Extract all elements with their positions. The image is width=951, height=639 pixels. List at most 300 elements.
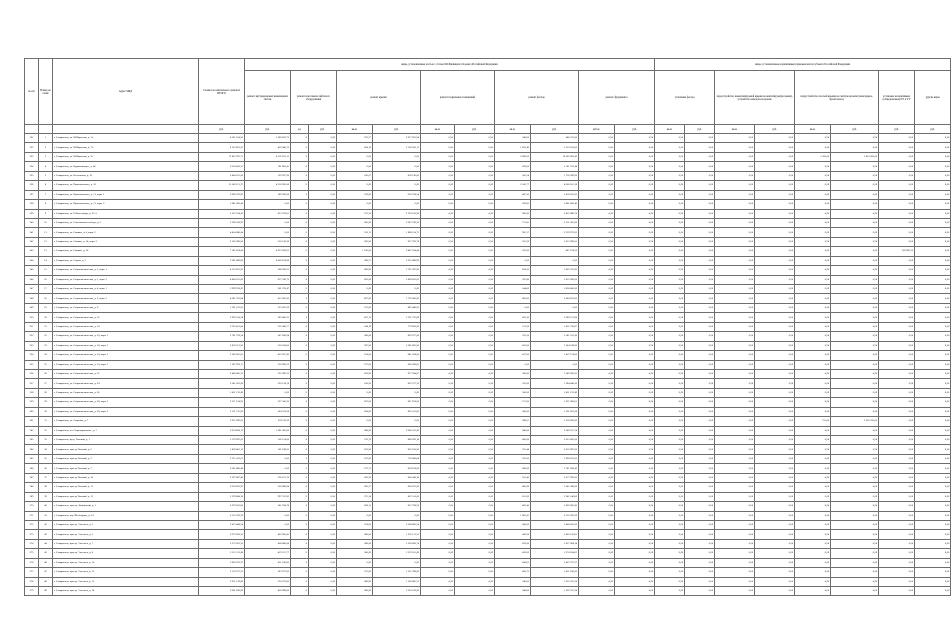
row-value: 0,00	[309, 379, 337, 388]
row-index: 350	[25, 313, 39, 322]
row-value: 385 660,23	[245, 313, 291, 322]
row-value: 0,00	[421, 313, 455, 322]
row-value: 0,00	[831, 587, 879, 596]
row-value: 1 741 570,44	[531, 162, 579, 171]
row-value: 0,00	[685, 218, 715, 227]
row-value: 0,00	[795, 209, 831, 218]
row-value: 374,00	[337, 520, 373, 529]
col-header-total: Стоимость капитального ремонта ИТОГО	[199, 59, 245, 125]
table-row	[25, 285, 951, 294]
row-value: 0,00	[685, 379, 715, 388]
table-row	[25, 492, 951, 501]
row-value: 0,00	[831, 162, 879, 171]
row-value: 0,00	[879, 209, 915, 218]
row-value: 0,00	[615, 275, 655, 284]
row-value: 0,00	[831, 256, 879, 265]
row-value: 0,00	[715, 360, 755, 369]
row-value: 0,00	[755, 445, 795, 454]
row-index: 332	[25, 143, 39, 152]
row-value: 0,00	[579, 549, 615, 558]
row-value: 0,00	[831, 200, 879, 209]
row-value: 0	[291, 502, 309, 511]
row-value: 0,00	[715, 143, 755, 152]
row-value: 0,00	[685, 539, 715, 548]
row-address: г. Ставрополь, проезд Томский, д. 15	[53, 492, 199, 501]
row-value: 0,00	[755, 218, 795, 227]
row-value: 0,00	[579, 426, 615, 435]
row-value: 0,00	[655, 549, 685, 558]
row-value: 0,00	[579, 454, 615, 463]
row-value: 0,00	[421, 417, 455, 426]
row-value: 0,00	[915, 473, 951, 482]
row-value: 2 917 901,94	[373, 134, 421, 143]
row-value: 487,30	[495, 190, 531, 199]
row-seq: 18	[39, 294, 53, 303]
row-value: 282,00	[337, 237, 373, 246]
row-value: 0,00	[715, 417, 755, 426]
row-value: 446 313,00	[531, 134, 579, 143]
row-seq: 25	[39, 360, 53, 369]
row-value: 0,00	[615, 351, 655, 360]
row-address: г. Ставрополь, ул. Пржевальского, д. 10	[53, 181, 199, 190]
row-value: 802,00	[495, 294, 531, 303]
col-header-seq: Номер на схеме	[39, 59, 53, 125]
row-seq: 34	[39, 445, 53, 454]
row-value: 859 674,06	[373, 464, 421, 473]
row-value: 0,00	[715, 256, 755, 265]
row-value: 0,00	[831, 266, 879, 275]
row-value: 1 681 083,40	[531, 200, 579, 209]
row-value: 0,00	[915, 341, 951, 350]
row-value: 17 867 870,73	[199, 152, 245, 161]
row-value: 4 281 353,84	[199, 294, 245, 303]
row-address: г. Ставрополь, ул. Социалистическая, д. 1, корп. 1	[53, 266, 199, 275]
row-value: 0,00	[879, 426, 915, 435]
row-value: 0,00	[655, 332, 685, 341]
row-value: 1 374 204,63	[531, 549, 579, 558]
row-value: 0,00	[421, 171, 455, 180]
row-value: 0,00	[615, 209, 655, 218]
row-value: 0,00	[421, 152, 455, 161]
row-value: 0,00	[579, 369, 615, 378]
row-value: 0,00	[685, 587, 715, 596]
row-value: 3 174 727,50	[199, 568, 245, 577]
row-address: г. Ставрополь, ул. Социалистическая, д. 1, корп. 2	[53, 275, 199, 284]
row-value: 2 245,77	[495, 181, 531, 190]
row-value: 0,00	[309, 285, 337, 294]
row-value: 0,00	[455, 445, 495, 454]
row-value: 0,00	[455, 436, 495, 445]
row-value: 0,00	[795, 502, 831, 511]
row-index: 362	[25, 426, 39, 435]
row-value: 0,00	[455, 190, 495, 199]
row-value: 0,00	[579, 322, 615, 331]
row-value: 2 961 626,09	[199, 587, 245, 596]
row-value: 0,00	[715, 502, 755, 511]
row-value: 0,00	[915, 256, 951, 265]
row-value: 0,00	[309, 492, 337, 501]
row-value: 0,00	[531, 303, 579, 312]
row-value: 0,00	[421, 332, 455, 341]
row-value: 0,00	[831, 549, 879, 558]
row-value: 3 198 536,93	[199, 218, 245, 227]
row-index: 343	[25, 247, 39, 256]
row-value: 0,00	[245, 388, 291, 397]
row-value: 0,00	[795, 398, 831, 407]
table-row	[25, 247, 951, 256]
row-value: 0,00	[579, 190, 615, 199]
row-value: 0,00	[337, 417, 373, 426]
row-value: 0,00	[685, 577, 715, 586]
row-value: 918 794,54	[373, 190, 421, 199]
row-value: 0,00	[685, 492, 715, 501]
row-value: 129 937,30	[245, 171, 291, 180]
row-value: 0,00	[915, 388, 951, 397]
row-value: 0	[291, 143, 309, 152]
row-index: 357	[25, 379, 39, 388]
row-seq: 9	[39, 209, 53, 218]
row-value: 0,00	[685, 558, 715, 567]
row-address: г. Ставрополь, проезд. Фабричный, д. 1	[53, 502, 199, 511]
row-index: 361	[25, 417, 39, 426]
row-value: 1 101 625,08	[531, 407, 579, 416]
row-value: 0,00	[579, 247, 615, 256]
row-value: 2 763 451,64	[199, 322, 245, 331]
row-value: 0,00	[879, 407, 915, 416]
row-value: 0,00	[915, 285, 951, 294]
col-header-foundation: ремонт фундамента	[579, 71, 655, 125]
row-value: 0,00	[715, 171, 755, 180]
row-value: 0,00	[831, 568, 879, 577]
row-index: 376	[25, 558, 39, 567]
row-value: 0,00	[795, 351, 831, 360]
row-index: 347	[25, 285, 39, 294]
row-value: 0,00	[421, 511, 455, 520]
row-value: 0,00	[421, 369, 455, 378]
row-value: 0,00	[309, 322, 337, 331]
row-seq: 12	[39, 237, 53, 246]
row-value: 0,00	[879, 483, 915, 492]
row-value: 0,00	[795, 549, 831, 558]
row-value: 0,00	[455, 483, 495, 492]
row-value: 0,00	[795, 228, 831, 237]
row-value: 0,00	[655, 351, 685, 360]
row-value: 0,00	[685, 171, 715, 180]
table-row	[25, 181, 951, 190]
row-value: 0,00	[755, 511, 795, 520]
row-value: 535,44	[495, 445, 531, 454]
row-value: 0,00	[915, 275, 951, 284]
table-row	[25, 209, 951, 218]
row-value: 0,00	[421, 322, 455, 331]
row-value: 0,00	[685, 454, 715, 463]
row-value: 0,00	[831, 464, 879, 473]
row-value: 0,00	[831, 398, 879, 407]
row-seq: 35	[39, 454, 53, 463]
row-value: 0,00	[795, 473, 831, 482]
row-value: 0,00	[755, 483, 795, 492]
row-address: г. Ставрополь, пл. Старомарьевское, д. 7	[53, 426, 199, 435]
row-seq: 23	[39, 341, 53, 350]
row-index: 378	[25, 577, 39, 586]
row-value: 0,00	[455, 360, 495, 369]
row-value: 0,00	[879, 454, 915, 463]
row-value: 2 476 251,00	[199, 341, 245, 350]
row-value: 0,00	[795, 171, 831, 180]
row-value: 456,00	[495, 520, 531, 529]
row-value: 0	[291, 303, 309, 312]
row-address: г. Ставрополь, проезд. Энгельса, д. 5	[53, 530, 199, 539]
row-value: 877 304,87	[373, 369, 421, 378]
row-value: 1 231 722,09	[373, 313, 421, 322]
row-seq: 26	[39, 369, 53, 378]
table-row	[25, 436, 951, 445]
row-value: 0,00	[879, 568, 915, 577]
row-value: 0	[291, 285, 309, 294]
row-value: 0	[291, 322, 309, 331]
row-value: 0,00	[915, 294, 951, 303]
row-value: 0,00	[795, 237, 831, 246]
row-value: 0,00	[309, 436, 337, 445]
units-row	[25, 125, 951, 134]
row-value: 0,00	[655, 190, 685, 199]
row-value: 0,00	[715, 379, 755, 388]
row-value: 0,00	[795, 200, 831, 209]
row-value: 0,00	[579, 587, 615, 596]
row-value: 0,00	[655, 436, 685, 445]
row-value: 0,00	[655, 237, 685, 246]
row-value: 0	[291, 266, 309, 275]
row-index: 360	[25, 407, 39, 416]
row-value: 2 055 987,00	[531, 445, 579, 454]
row-value: 284,15	[337, 502, 373, 511]
row-value: 2 847 104,84	[373, 247, 421, 256]
row-value: 1 409 461,12	[199, 445, 245, 454]
row-value: 0,00	[309, 577, 337, 586]
row-seq: 2	[39, 143, 53, 152]
row-value: 1 464 505,00	[531, 520, 579, 529]
row-value: 0	[291, 568, 309, 577]
row-value: 0,00	[795, 303, 831, 312]
row-value: 867 141,06	[373, 492, 421, 501]
row-value: 0,00	[421, 492, 455, 501]
row-seq: 44	[39, 539, 53, 548]
row-value: 0,00	[309, 143, 337, 152]
row-value: 315 635,59	[245, 303, 291, 312]
row-value: 0,00	[831, 134, 879, 143]
row-value: 0,00	[715, 237, 755, 246]
row-value: 0,00	[795, 454, 831, 463]
row-seq: 17	[39, 285, 53, 294]
row-value: 0,00	[309, 473, 337, 482]
row-value: 0,00	[615, 388, 655, 397]
row-index: 368	[25, 483, 39, 492]
row-value: 0,00	[421, 454, 455, 463]
row-value: 0	[291, 228, 309, 237]
row-value: 3 297 867,40	[199, 473, 245, 482]
row-value: 2 361 785,00	[831, 417, 879, 426]
row-value: 0,00	[879, 388, 915, 397]
row-value: 0,00	[915, 445, 951, 454]
row-value: 0,00	[309, 388, 337, 397]
col-header-metering: установка коллективных (общедомовых) ПУ и УУ	[879, 71, 915, 125]
row-value: 0,00	[915, 152, 951, 161]
row-value: 0,00	[655, 388, 685, 397]
unit-cell: кв.м.	[495, 125, 531, 134]
row-value: 0,00	[373, 388, 421, 397]
row-seq: 36	[39, 464, 53, 473]
row-address: г. Ставрополь, ул. М.Морозова, д. 1А	[53, 134, 199, 143]
row-value: 0,00	[755, 379, 795, 388]
row-value: 0,00	[455, 520, 495, 529]
row-value: 0,00	[309, 256, 337, 265]
row-value: 0,00	[795, 322, 831, 331]
row-value: 0,00	[755, 247, 795, 256]
row-value: 352 046,77	[245, 322, 291, 331]
row-value: 1 791 387,00	[373, 266, 421, 275]
row-value: 832 577,33	[373, 379, 421, 388]
row-value: 11 549 121,27	[199, 181, 245, 190]
row-value: 0,00	[373, 285, 421, 294]
unit-cell: руб.	[531, 125, 579, 134]
row-value: 511,39	[495, 322, 531, 331]
row-value: 0,00	[579, 445, 615, 454]
row-value: 0	[291, 398, 309, 407]
row-value: 0,00	[755, 209, 795, 218]
row-index: 372	[25, 520, 39, 529]
row-value: 1 631 756,87	[531, 322, 579, 331]
row-value: 0,00	[715, 275, 755, 284]
row-seq: 22	[39, 332, 53, 341]
row-value: 821 874,00	[373, 398, 421, 407]
row-index: 366	[25, 464, 39, 473]
row-value: 0	[291, 294, 309, 303]
row-value: 0,00	[685, 426, 715, 435]
row-value: 0,00	[685, 351, 715, 360]
row-value: 368 938,33	[245, 266, 291, 275]
row-value: 0,00	[879, 332, 915, 341]
row-value: 0,00	[831, 351, 879, 360]
row-value: 1 603 710,90	[531, 266, 579, 275]
table-row	[25, 332, 951, 341]
row-value: 0,00	[795, 464, 831, 473]
row-value: 0,00	[579, 530, 615, 539]
row-value: 0,00	[685, 313, 715, 322]
row-index: 349	[25, 303, 39, 312]
row-value: 0,00	[615, 473, 655, 482]
row-value: 0,00	[831, 171, 879, 180]
row-value: 0,00	[421, 388, 455, 397]
row-value: 0,00	[915, 492, 951, 501]
row-value: 1 578 997,02	[199, 436, 245, 445]
table-row	[25, 568, 951, 577]
row-value: 2 455 988,78	[531, 209, 579, 218]
row-address: г. Ставрополь, ул. Пржевальского, д. 11, корп. 1	[53, 190, 199, 199]
col-header-engineering: ремонт внутридомовых инженерных систем	[245, 71, 291, 125]
row-seq: 40	[39, 502, 53, 511]
row-value: 0,00	[755, 303, 795, 312]
row-value: 0,00	[309, 360, 337, 369]
row-seq: 13	[39, 247, 53, 256]
row-value: 0,00	[455, 407, 495, 416]
row-value: 857 782,78	[373, 237, 421, 246]
row-index: 351	[25, 322, 39, 331]
row-value: 0,00	[795, 388, 831, 397]
row-value: 0,00	[309, 417, 337, 426]
row-value: 0	[291, 162, 309, 171]
row-value: 161 188,03	[245, 445, 291, 454]
row-value: 0,00	[715, 473, 755, 482]
row-value: 0,00	[915, 181, 951, 190]
row-value: 0,00	[795, 313, 831, 322]
row-value: 2 711 413,01	[199, 454, 245, 463]
row-value: 0,00	[755, 332, 795, 341]
row-seq: 28	[39, 388, 53, 397]
row-value: 0,00	[579, 181, 615, 190]
row-value: 0,00	[455, 568, 495, 577]
row-value: 0,00	[685, 511, 715, 520]
row-value: 812 794,59	[373, 502, 421, 511]
row-value: 0,00	[615, 285, 655, 294]
row-address: г. Ставрополь, проезд. Энгельса, д. 3	[53, 520, 199, 529]
row-value: 0,00	[455, 379, 495, 388]
table-row	[25, 171, 951, 180]
row-value: 0,00	[755, 134, 795, 143]
row-value: 0,00	[579, 134, 615, 143]
row-seq: 11	[39, 228, 53, 237]
row-value: 0,00	[915, 483, 951, 492]
row-value: 0,00	[579, 483, 615, 492]
row-value: 0,00	[685, 502, 715, 511]
row-value: 442,26	[495, 530, 531, 539]
row-value: 0,00	[421, 577, 455, 586]
row-value: 0,00	[715, 577, 755, 586]
row-value: 264,00	[337, 407, 373, 416]
row-value: 0,00	[655, 473, 685, 482]
row-value: 0,00	[755, 502, 795, 511]
row-value: 0,00	[755, 322, 795, 331]
row-value: 0,00	[615, 407, 655, 416]
row-value: 0,00	[755, 568, 795, 577]
row-value: 2 089 379,83	[199, 190, 245, 199]
row-value: 0,00	[915, 417, 951, 426]
row-value: 0,00	[685, 143, 715, 152]
row-index: 345	[25, 266, 39, 275]
row-value: 0,00	[879, 558, 915, 567]
row-index: 373	[25, 530, 39, 539]
row-value: 4 152 621,02	[199, 266, 245, 275]
row-value: 0,00	[245, 464, 291, 473]
row-value: 2 151 715,09	[199, 407, 245, 416]
row-value: 836 396,65	[373, 360, 421, 369]
row-value: 3 199 864,38	[199, 492, 245, 501]
table-row	[25, 426, 951, 435]
row-value: 0,00	[615, 379, 655, 388]
row-value: 0,00	[879, 445, 915, 454]
row-value: 0,00	[309, 266, 337, 275]
row-value: 1 249 382,03	[531, 369, 579, 378]
row-value: 0,00	[879, 530, 915, 539]
row-value: 0,00	[715, 303, 755, 312]
col-header-basement: ремонт подвальных помещений	[421, 71, 495, 125]
unit-cell: кв.м.	[421, 125, 455, 134]
row-value: 0,00	[915, 454, 951, 463]
row-value: 0,00	[615, 549, 655, 558]
row-value: 0,00	[455, 171, 495, 180]
row-value: 462,40	[495, 502, 531, 511]
row-seq: 15	[39, 266, 53, 275]
row-value: 0,00	[831, 181, 879, 190]
